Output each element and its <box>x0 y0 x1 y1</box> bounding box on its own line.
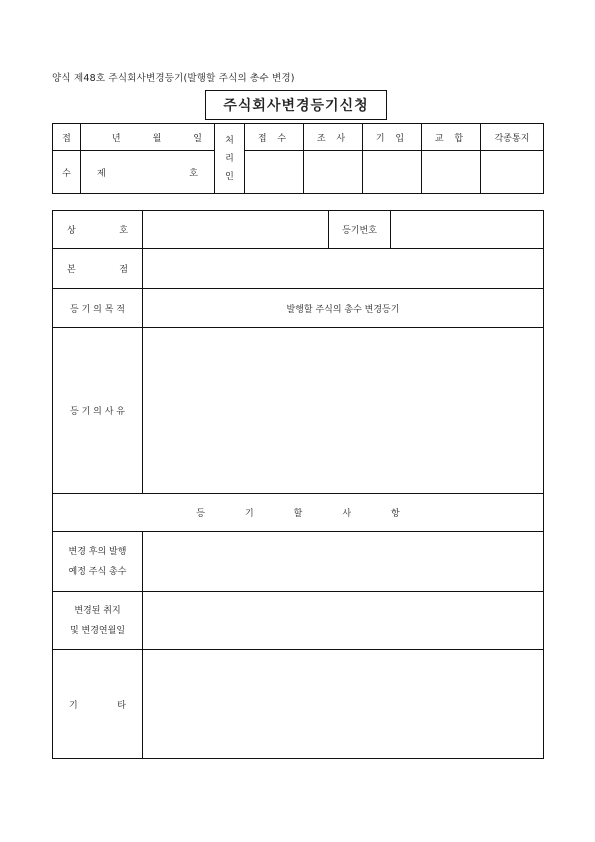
header-collation: 교 합 <box>422 124 481 151</box>
other-field[interactable] <box>143 650 544 759</box>
head-office-field[interactable] <box>143 249 544 289</box>
review-stamp-field[interactable] <box>304 151 363 194</box>
after-change-label <box>53 532 143 592</box>
reason-field[interactable] <box>143 328 544 494</box>
number-prefix: 제 <box>97 168 106 179</box>
head-office-label: 본 점 <box>53 249 143 289</box>
reason-label: 등 기 의 사 유 <box>53 328 143 494</box>
notice-stamp-field[interactable] <box>481 151 544 194</box>
header-entry: 기 입 <box>363 124 422 151</box>
processor-label-2: 리 <box>225 153 234 164</box>
receipt-side-label-bottom: 수 <box>53 151 81 194</box>
receipt-table <box>52 123 544 194</box>
company-name-field[interactable] <box>143 211 329 249</box>
reg-number-field[interactable] <box>391 211 544 249</box>
header-review: 조 사 <box>304 124 363 151</box>
form-number-label: 양식 제48호 주식회사변경등기(발행할 주식의 총수 변경) <box>52 73 295 84</box>
header-receipt: 접 수 <box>245 124 304 151</box>
receipt-date-cell <box>81 124 215 151</box>
changed-label <box>53 592 143 650</box>
other-label: 기 타 <box>53 650 143 759</box>
reg-number-label: 등기번호 <box>329 211 391 249</box>
processor-label-1: 처 <box>225 135 234 146</box>
purpose-value[interactable]: 발행할 주식의 총수 변경등기 <box>143 289 544 328</box>
month-label: 월 <box>152 133 162 144</box>
collation-stamp-field[interactable] <box>422 151 481 194</box>
changed-field[interactable] <box>143 592 544 650</box>
header-notice: 각종통지 <box>481 124 544 151</box>
year-label: 년 <box>111 133 121 144</box>
after-change-label-1: 변경 후의 발행 <box>68 546 127 557</box>
changed-label-2: 및 변경연월일 <box>69 625 126 636</box>
processor-label <box>215 124 245 194</box>
changed-label-1: 변경된 취지 <box>74 605 121 616</box>
registration-table <box>52 210 544 759</box>
company-name-label: 상 호 <box>53 211 143 249</box>
after-change-label-2: 예정 주식 총수 <box>68 566 127 577</box>
receipt-number-cell <box>81 151 215 194</box>
form-title: 주식회사변경등기신청 <box>205 90 387 120</box>
day-label: 일 <box>193 133 202 144</box>
matters-header: 등 기 할 사 항 <box>53 494 544 532</box>
processor-label-3: 인 <box>225 171 234 182</box>
after-change-field[interactable] <box>143 532 544 592</box>
receipt-side-label-top: 접 <box>53 124 81 151</box>
receipt-stamp-field[interactable] <box>245 151 304 194</box>
number-suffix: 호 <box>189 168 198 179</box>
entry-stamp-field[interactable] <box>363 151 422 194</box>
purpose-label: 등 기 의 목 적 <box>53 289 143 328</box>
